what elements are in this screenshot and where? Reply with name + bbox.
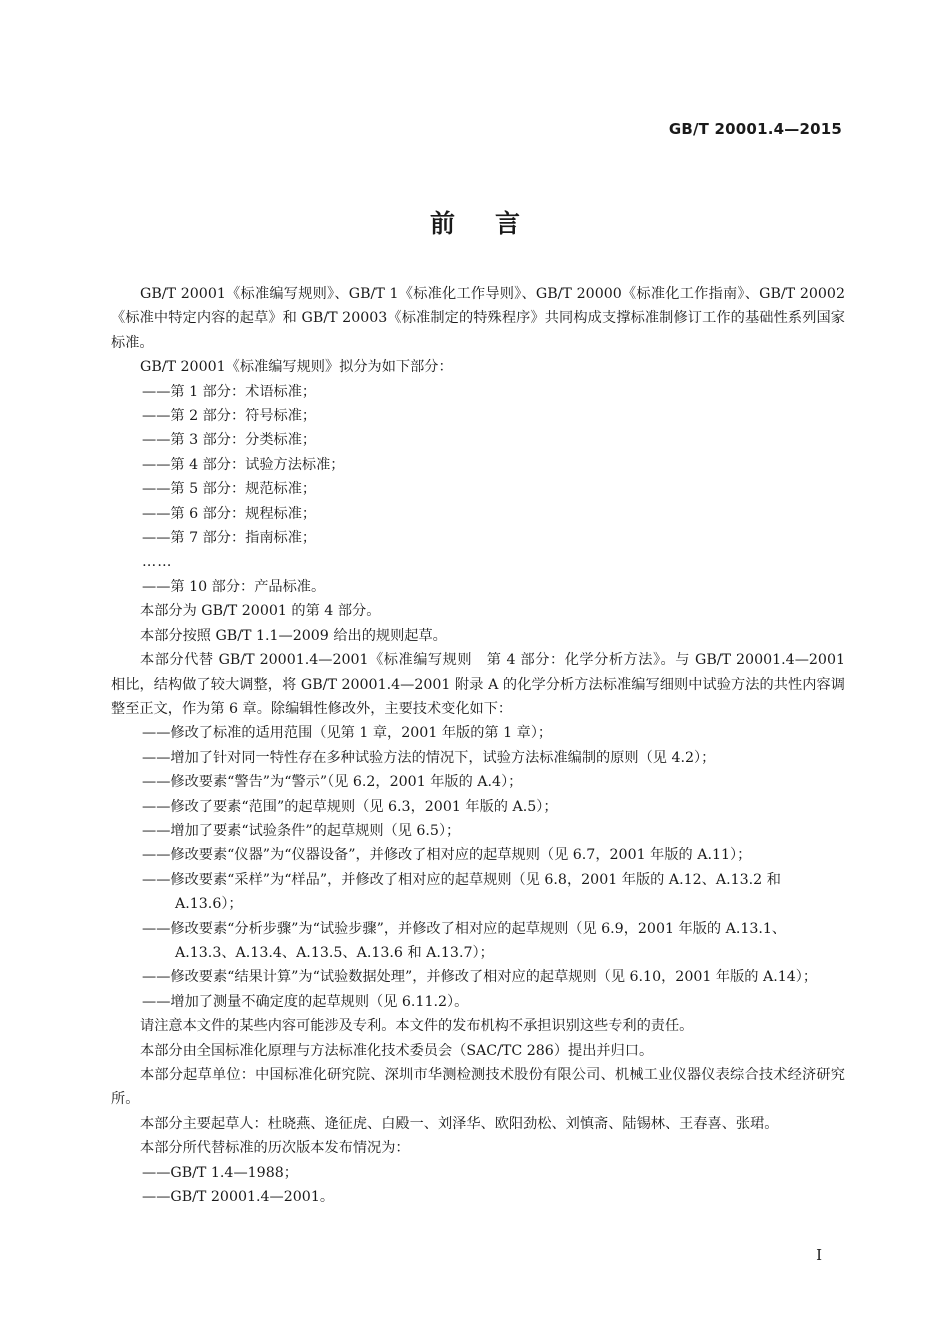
history-item: ——GB/T 20001.4—2001。 (142, 1189, 335, 1206)
body-paragraph: 本部分为 GB/T 20001 的第 4 部分。 (140, 603, 381, 620)
drafting-units: 本部分起草单位：中国标准化研究院、深圳市华测检测技术股份有限公司、机械工业仪器仪表综合技术经济研究所。 (111, 1067, 845, 1108)
parts-list-item: ——第 4 部分：试验方法标准； (142, 456, 345, 473)
parts-list-item: ——第 6 部分：规程标准； (142, 505, 317, 522)
foreword-body (111, 282, 845, 1209)
parts-list-item: ——第 5 部分：规范标准； (142, 481, 317, 498)
page-title: 前言 (429, 209, 560, 238)
change-list-item: ——修改要素“仪器”为“仪器设备”，并修改了相对应的起草规则（见 6.7，2001 年版的 A.11）； (142, 847, 752, 864)
page-number: I (816, 1246, 822, 1264)
drafters: 本部分主要起草人：杜晓燕、逄征虎、白殿一、刘泽华、欧阳劲松、刘慎斋、陆锡林、王春喜、张珺。 (140, 1115, 779, 1132)
parts-list-item: ——第 10 部分：产品标准。 (142, 578, 326, 595)
change-list-item: ——增加了针对同一特性存在多种试验方法的情况下，试验方法标准编制的原则（见 4.2）； (142, 749, 716, 766)
change-list-item: ——修改要素“结果计算”为“试验数据处理”，并修改了相对应的起草规则（见 6.10，2001 年版的 A.14）； (142, 969, 818, 986)
intro-paragraph: GB/T 20001《标准编写规则》拟分为如下部分： (140, 359, 453, 376)
parts-list-item: ——第 7 部分：指南标准； (142, 530, 317, 547)
change-list-item: ——修改了标准的适用范围（见第 1 章，2001 年版的第 1 章）； (142, 725, 553, 742)
proposer-statement: 本部分由全国标准化原理与方法标准化技术委员会（SAC/TC 286）提出并归口。 (140, 1042, 654, 1059)
parts-list-item: ——第 2 部分：符号标准； (142, 408, 317, 425)
history-item: ——GB/T 1.4—1988； (142, 1164, 298, 1181)
history-intro: 本部分所代替标准的历次版本发布情况为： (140, 1140, 410, 1157)
change-list-item: ——增加了测量不确定度的起草规则（见 6.11.2）。 (142, 993, 469, 1010)
patent-notice: 请注意本文件的某些内容可能涉及专利。本文件的发布机构不承担识别这些专利的责任。 (140, 1018, 694, 1035)
parts-list-ellipsis: …… (142, 554, 173, 571)
standard-number: GB/T 20001.4—2015 (668, 120, 842, 138)
change-list-item: ——修改要素“采样”为“样品”，并修改了相对应的起草规则（见 6.8，2001 年版的 A.12、A.13.2 和 A.13.6）； (142, 871, 781, 913)
parts-list-item: ——第 3 部分：分类标准； (142, 432, 317, 449)
body-paragraph: 本部分代替 GB/T 20001.4—2001《标准编写规则 第 4 部分：化学分析方法》。与 GB/T 20001.4—2001 相比，结构做了较大调整，将 GB/T 20001.4—2001 附录 A 的化学分析方法标准编写细则中试验方法的共性内容调整至正文，作为第 6 章。除编辑性修改外，主要技术变化如下： (111, 652, 845, 717)
change-list-item: ——修改要素“警告”为“警示”（见 6.2，2001 年版的 A.4）； (142, 774, 523, 791)
parts-list-item: ——第 1 部分：术语标准； (142, 383, 317, 400)
body-paragraph: 本部分按照 GB/T 1.1—2009 给出的规则起草。 (140, 627, 447, 644)
change-list-item: ——增加了要素“试验条件”的起草规则（见 6.5）； (142, 822, 461, 839)
change-list-item: ——修改要素“分析步骤”为“试验步骤”，并修改了相对应的起草规则（见 6.9，2001 年版的 A.13.1、A.13.3、A.13.4、A.13.5、A.13.6 和 A.13.7）； (142, 920, 787, 961)
change-list-item: ——修改了要素“范围”的起草规则（见 6.3，2001 年版的 A.5）； (142, 798, 558, 815)
intro-paragraph: GB/T 20001《标准编写规则》、GB/T 1《标准化工作导则》、GB/T 20000《标准化工作指南》、GB/T 20002《标准中特定内容的起草》和 GB/T 20003《标准制定的特殊程序》共同构成支撑标准制修订工作的基础性系列国家标准。 (111, 286, 845, 351)
